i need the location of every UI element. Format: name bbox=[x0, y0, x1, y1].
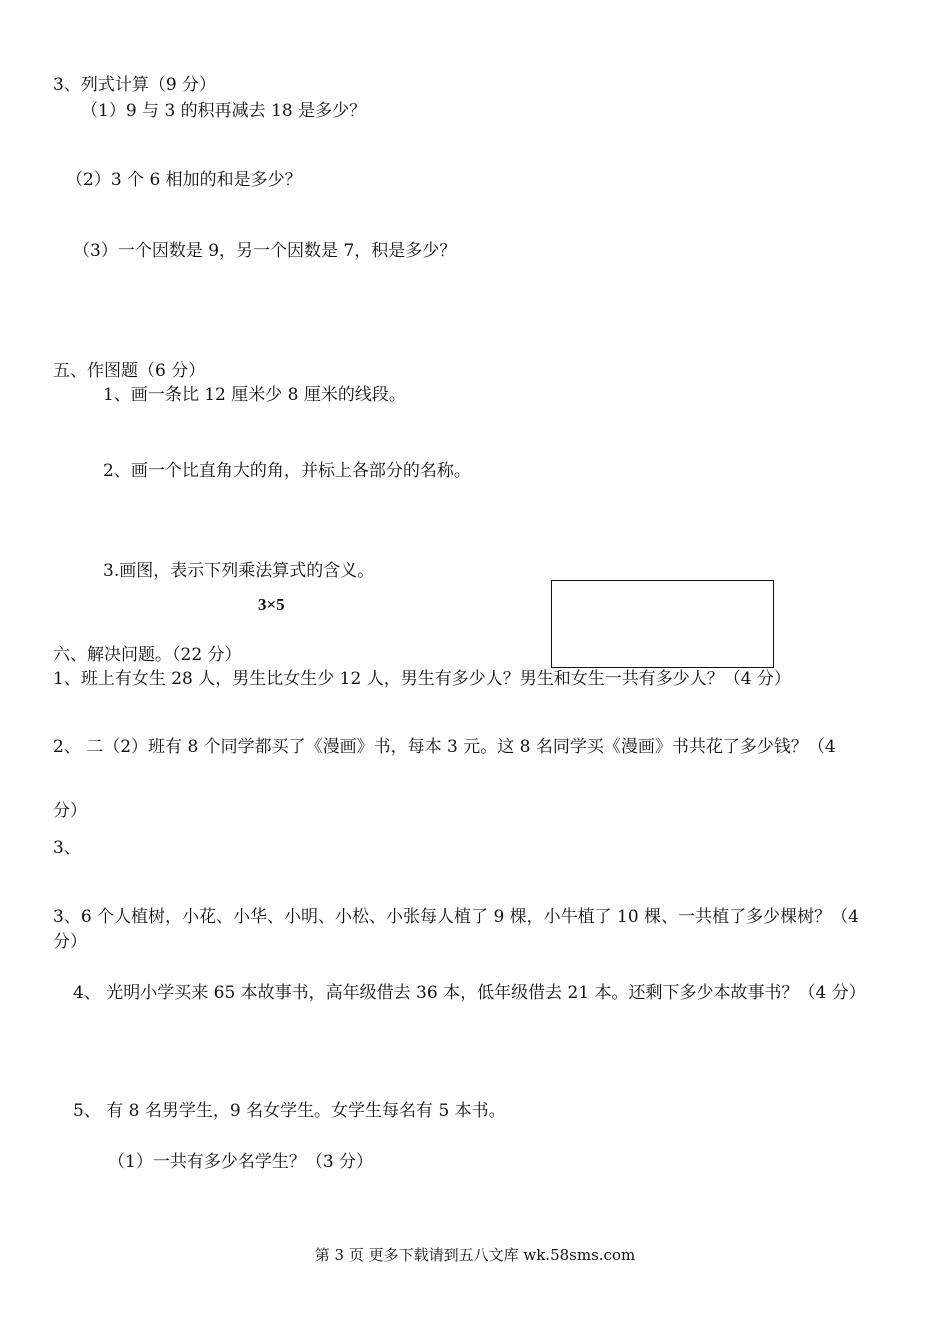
section5-question-2: 2、画一个比直角大的角，并标上各部分的名称。 bbox=[103, 461, 471, 481]
section3-question-1: （1）9 与 3 的积再减去 18 是多少？ bbox=[81, 101, 367, 121]
section5-question-3: 3.画图，表示下列乘法算式的含义。 bbox=[103, 561, 375, 581]
section6-question-1: 1、班上有女生 28 人，男生比女生少 12 人，男生有多少人？男生和女生一共有多少人？（4 分） bbox=[53, 669, 791, 689]
section6-question-4: 4、 光明小学买来 65 本故事书，高年级借去 36 本，低年级借去 21 本。还剩下多少本故事书？（4 分） bbox=[73, 983, 866, 1003]
multiplication-expression: 3×5 bbox=[258, 595, 285, 614]
section6-question-5-sub-1: （1）一共有多少名学生？（3 分） bbox=[108, 1152, 374, 1172]
section6-question-3-line-1: 3、6 个人植树，小花、小华、小明、小松、小张每人植了 9 棵，小牛植了 10 棵、一共植了多少棵树？（4 bbox=[53, 907, 859, 927]
section6-question-2-line-1: 2、 二（2）班有 8 个同学都买了《漫画》书，每本 3 元。这 8 名同学买《漫画》书共花了多少钱？（4 bbox=[53, 737, 836, 757]
section3-question-3: （3）一个因数是 9，另一个因数是 7，积是多少？ bbox=[73, 241, 457, 261]
section6-question-2-line-2: 分） bbox=[53, 801, 87, 821]
section5-heading: 五、作图题（6 分） bbox=[53, 361, 206, 381]
section5-question-1: 1、画一条比 12 厘米少 8 厘米的线段。 bbox=[103, 385, 406, 405]
drawing-answer-box[interactable] bbox=[551, 580, 774, 668]
section3-question-2: （2）3 个 6 相加的和是多少？ bbox=[66, 170, 302, 190]
section6-heading: 六、解决问题。（22 分） bbox=[53, 645, 242, 665]
section6-question-5: 5、 有 8 名男学生，9 名女学生。女学生每名有 5 本书。 bbox=[73, 1101, 506, 1121]
page-footer: 第 3 页 更多下载请到五八文库 wk.58sms.com bbox=[314, 1246, 636, 1264]
section6-question-3-stub: 3、 bbox=[53, 838, 81, 858]
section3-heading: 3、列式计算（9 分） bbox=[53, 75, 217, 95]
section6-question-3-line-2: 分） bbox=[53, 932, 87, 952]
